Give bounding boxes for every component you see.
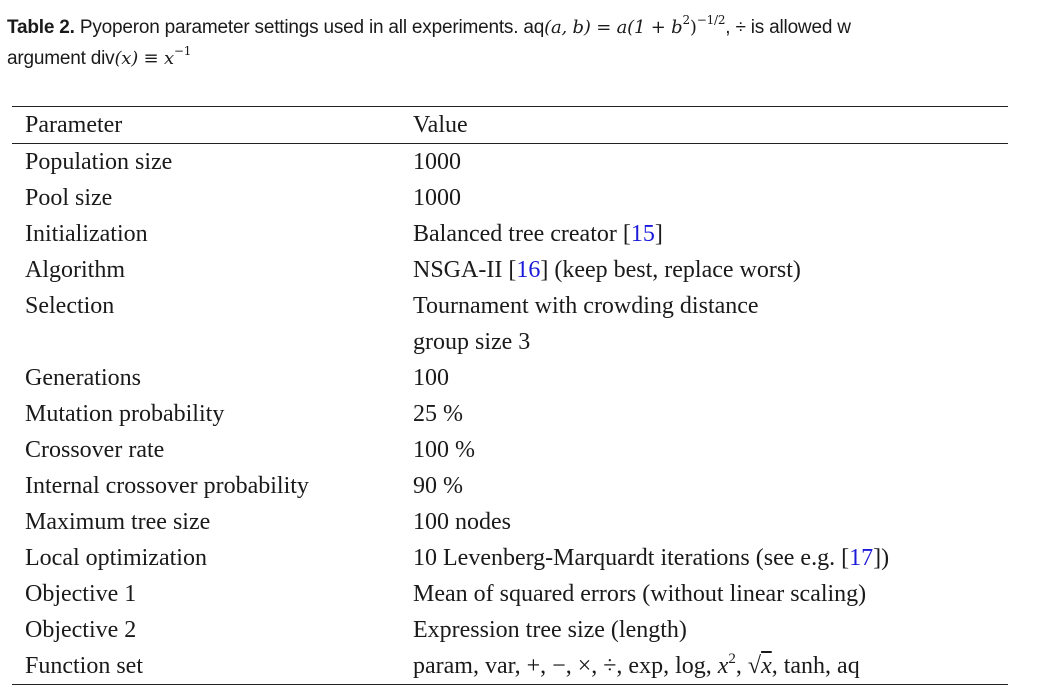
table-header-row [12, 107, 1008, 144]
table-row: Initialization Balanced tree creator [15] [25, 220, 663, 247]
function-set-value: param, var, +, −, ×, ÷, exp, log, $x^2$, √x, tanh, aq [413, 650, 860, 679]
aq-definition: aq(a, $b) = a(1 + b^2)^{-1/2}$ [523, 13, 726, 38]
caption-text: Pyoperon parameter settings used in all experiments. [79, 17, 519, 38]
citation-link[interactable]: 16 [516, 256, 541, 283]
table-row: Maximum tree size 100 nodes [25, 508, 511, 535]
citation-link[interactable]: 15 [630, 220, 655, 247]
table-row: Mutation probability 25 % [25, 400, 463, 427]
table-row: Population size 1000 [25, 148, 461, 175]
table-row: Selection Tournament with crowding distance [25, 292, 759, 319]
table-row: Objective 2 Expression tree size (length) [25, 616, 687, 643]
table-row: Crossover rate 100 % [25, 436, 475, 463]
parameter-table [12, 106, 1008, 685]
table-row: Algorithm NSGA-II [16] (keep best, replace worst) [25, 256, 801, 283]
caption-continuation: , ÷ is allowed w [725, 17, 851, 38]
caption-label: Table 2. [7, 17, 75, 38]
div-definition: (x) ≡ x [114, 48, 174, 69]
table-caption [7, 12, 1048, 74]
table-row: Generations 100 [25, 364, 449, 391]
header-value: Value [413, 111, 468, 138]
header-parameter: Parameter [25, 111, 123, 138]
caption-line-1 [7, 12, 1048, 43]
citation-link[interactable]: 17 [849, 544, 874, 571]
table-row: Internal crossover probability 90 % [25, 472, 463, 499]
table-row: Pool size 1000 [25, 184, 461, 211]
table-row: Local optimization 10 Levenberg-Marquardt iterations (see e.g. [17]) [25, 544, 890, 571]
table-row: Objective 1 Mean of squared errors (without linear scaling) [25, 580, 867, 607]
caption-line-2: argument $div(x) \equiv x^{-1}$ [7, 44, 192, 69]
table-row: group size 3 [413, 328, 531, 355]
table-row: Function set param, var, +, −, ×, ÷, exp, log, $x^2$, √x, tanh, aq [12, 648, 1008, 684]
